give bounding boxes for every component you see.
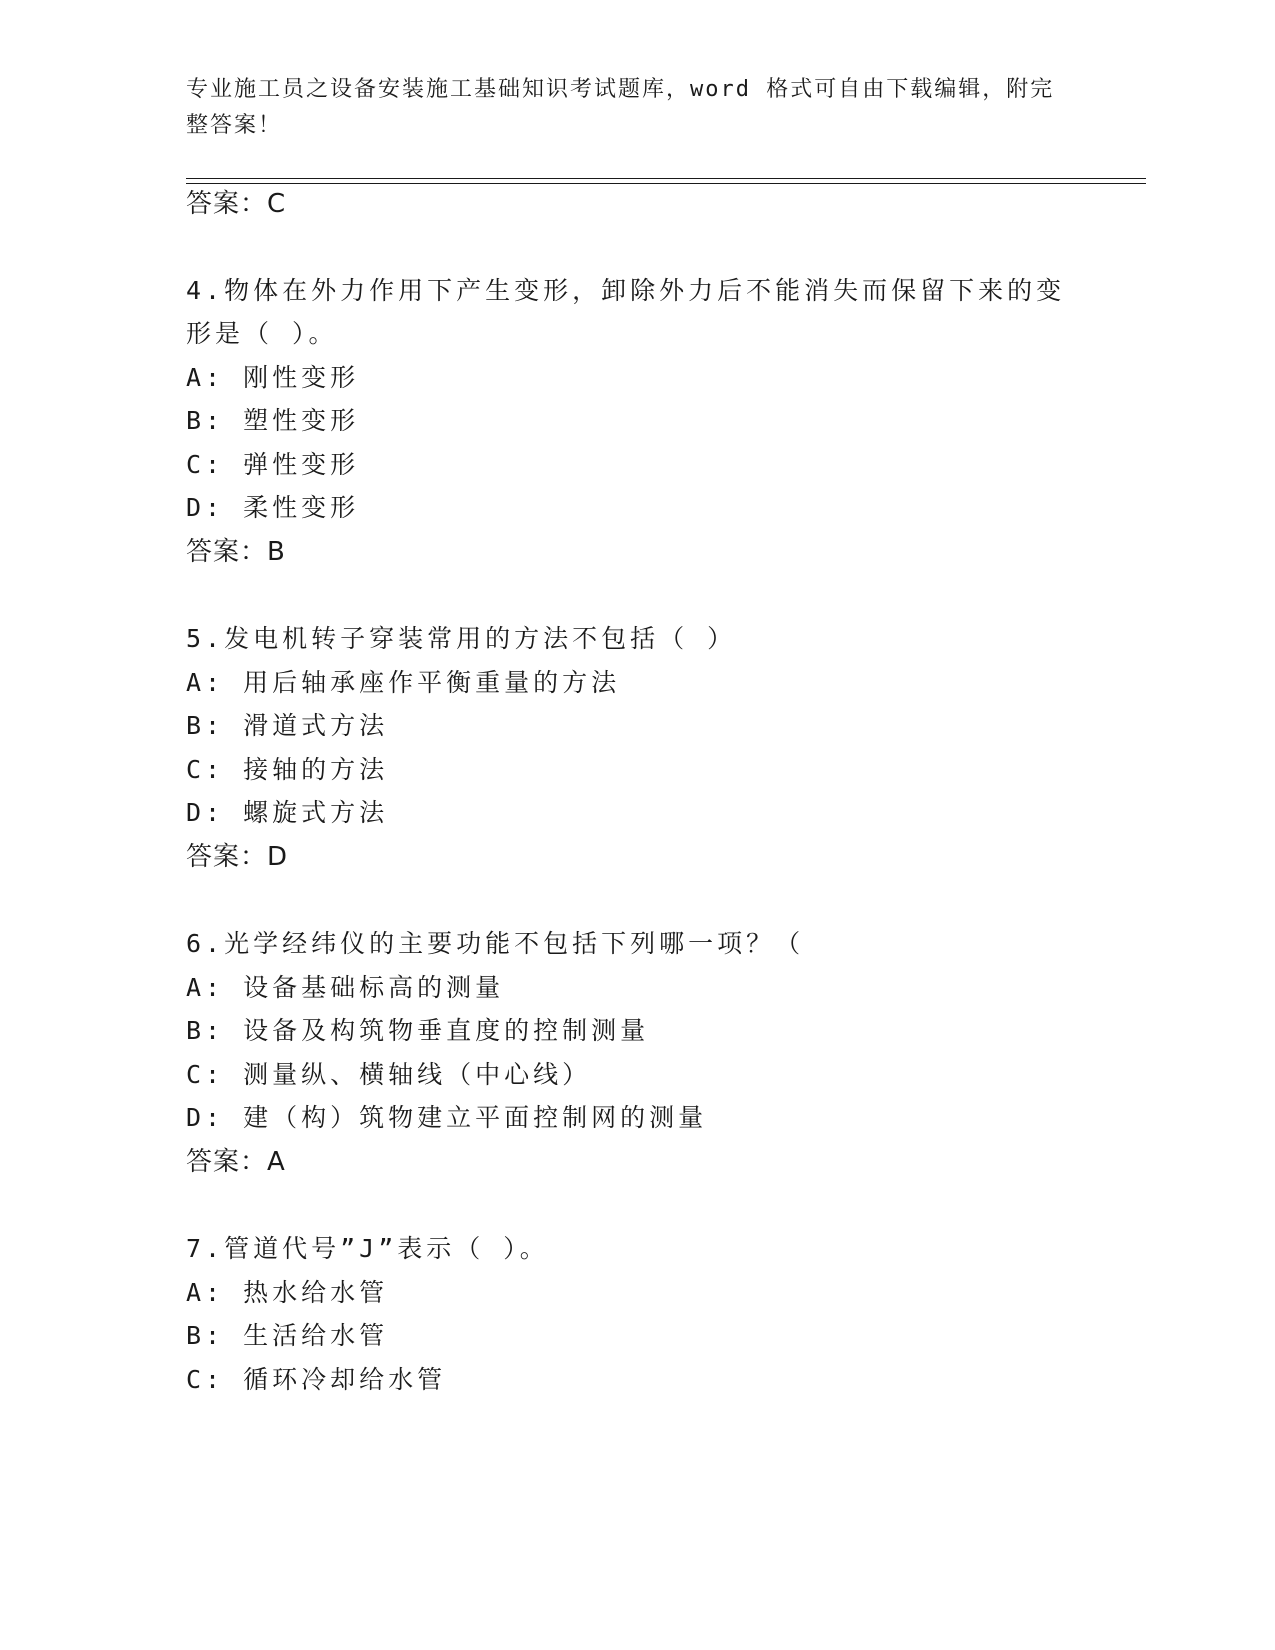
question-4-option-c: C: 弹性变形: [186, 450, 360, 479]
answer-q4: 答案：B: [186, 537, 286, 567]
question-6-stem: 6.光学经纬仪的主要功能不包括下列哪一项？（: [186, 929, 805, 958]
question-4-option-a: A: 刚性变形: [186, 363, 360, 392]
question-7-option-a: A: 热水给水管: [186, 1278, 389, 1307]
document-header: [186, 72, 1066, 144]
header-line-1: 专业施工员之设备安装施工基础知识考试题库，word 格式可自由下载编辑，附完: [186, 77, 1055, 102]
question-7-option-c: C: 循环冷却给水管: [186, 1365, 447, 1394]
question-5-option-b: B: 滑道式方法: [186, 711, 389, 740]
header-line-2: 整答案！: [186, 113, 283, 138]
question-7-stem: 7.管道代号”J”表示（ ）。: [186, 1234, 549, 1263]
question-6-option-c: C: 测量纵、横轴线（中心线）: [186, 1060, 592, 1089]
question-6-option-d: D: 建（构）筑物建立平面控制网的测量: [186, 1103, 708, 1132]
question-5-option-d: D: 螺旋式方法: [186, 798, 389, 827]
question-5-option-c: C: 接轴的方法: [186, 755, 389, 784]
header-divider-double: [186, 183, 1146, 184]
answer-q5: 答案：D: [186, 842, 289, 872]
answer-q6: 答案：A: [186, 1147, 286, 1177]
question-4-option-d: D: 柔性变形: [186, 493, 360, 522]
question-6-option-a: A: 设备基础标高的测量: [186, 973, 505, 1002]
question-5-option-a: A: 用后轴承座作平衡重量的方法: [186, 668, 621, 697]
question-4-stem-cont: 形是（ ）。: [186, 319, 338, 348]
header-divider: [186, 178, 1146, 179]
question-5-stem: 5.发电机转子穿装常用的方法不包括（ ）: [186, 624, 737, 653]
question-7-option-b: B: 生活给水管: [186, 1321, 389, 1350]
question-6-option-b: B: 设备及构筑物垂直度的控制测量: [186, 1016, 650, 1045]
question-4-option-b: B: 塑性变形: [186, 406, 360, 435]
answer-q3: 答案：C: [186, 189, 287, 219]
question-4-stem: 4.物体在外力作用下产生变形，卸除外力后不能消失而保留下来的变: [186, 276, 1066, 305]
